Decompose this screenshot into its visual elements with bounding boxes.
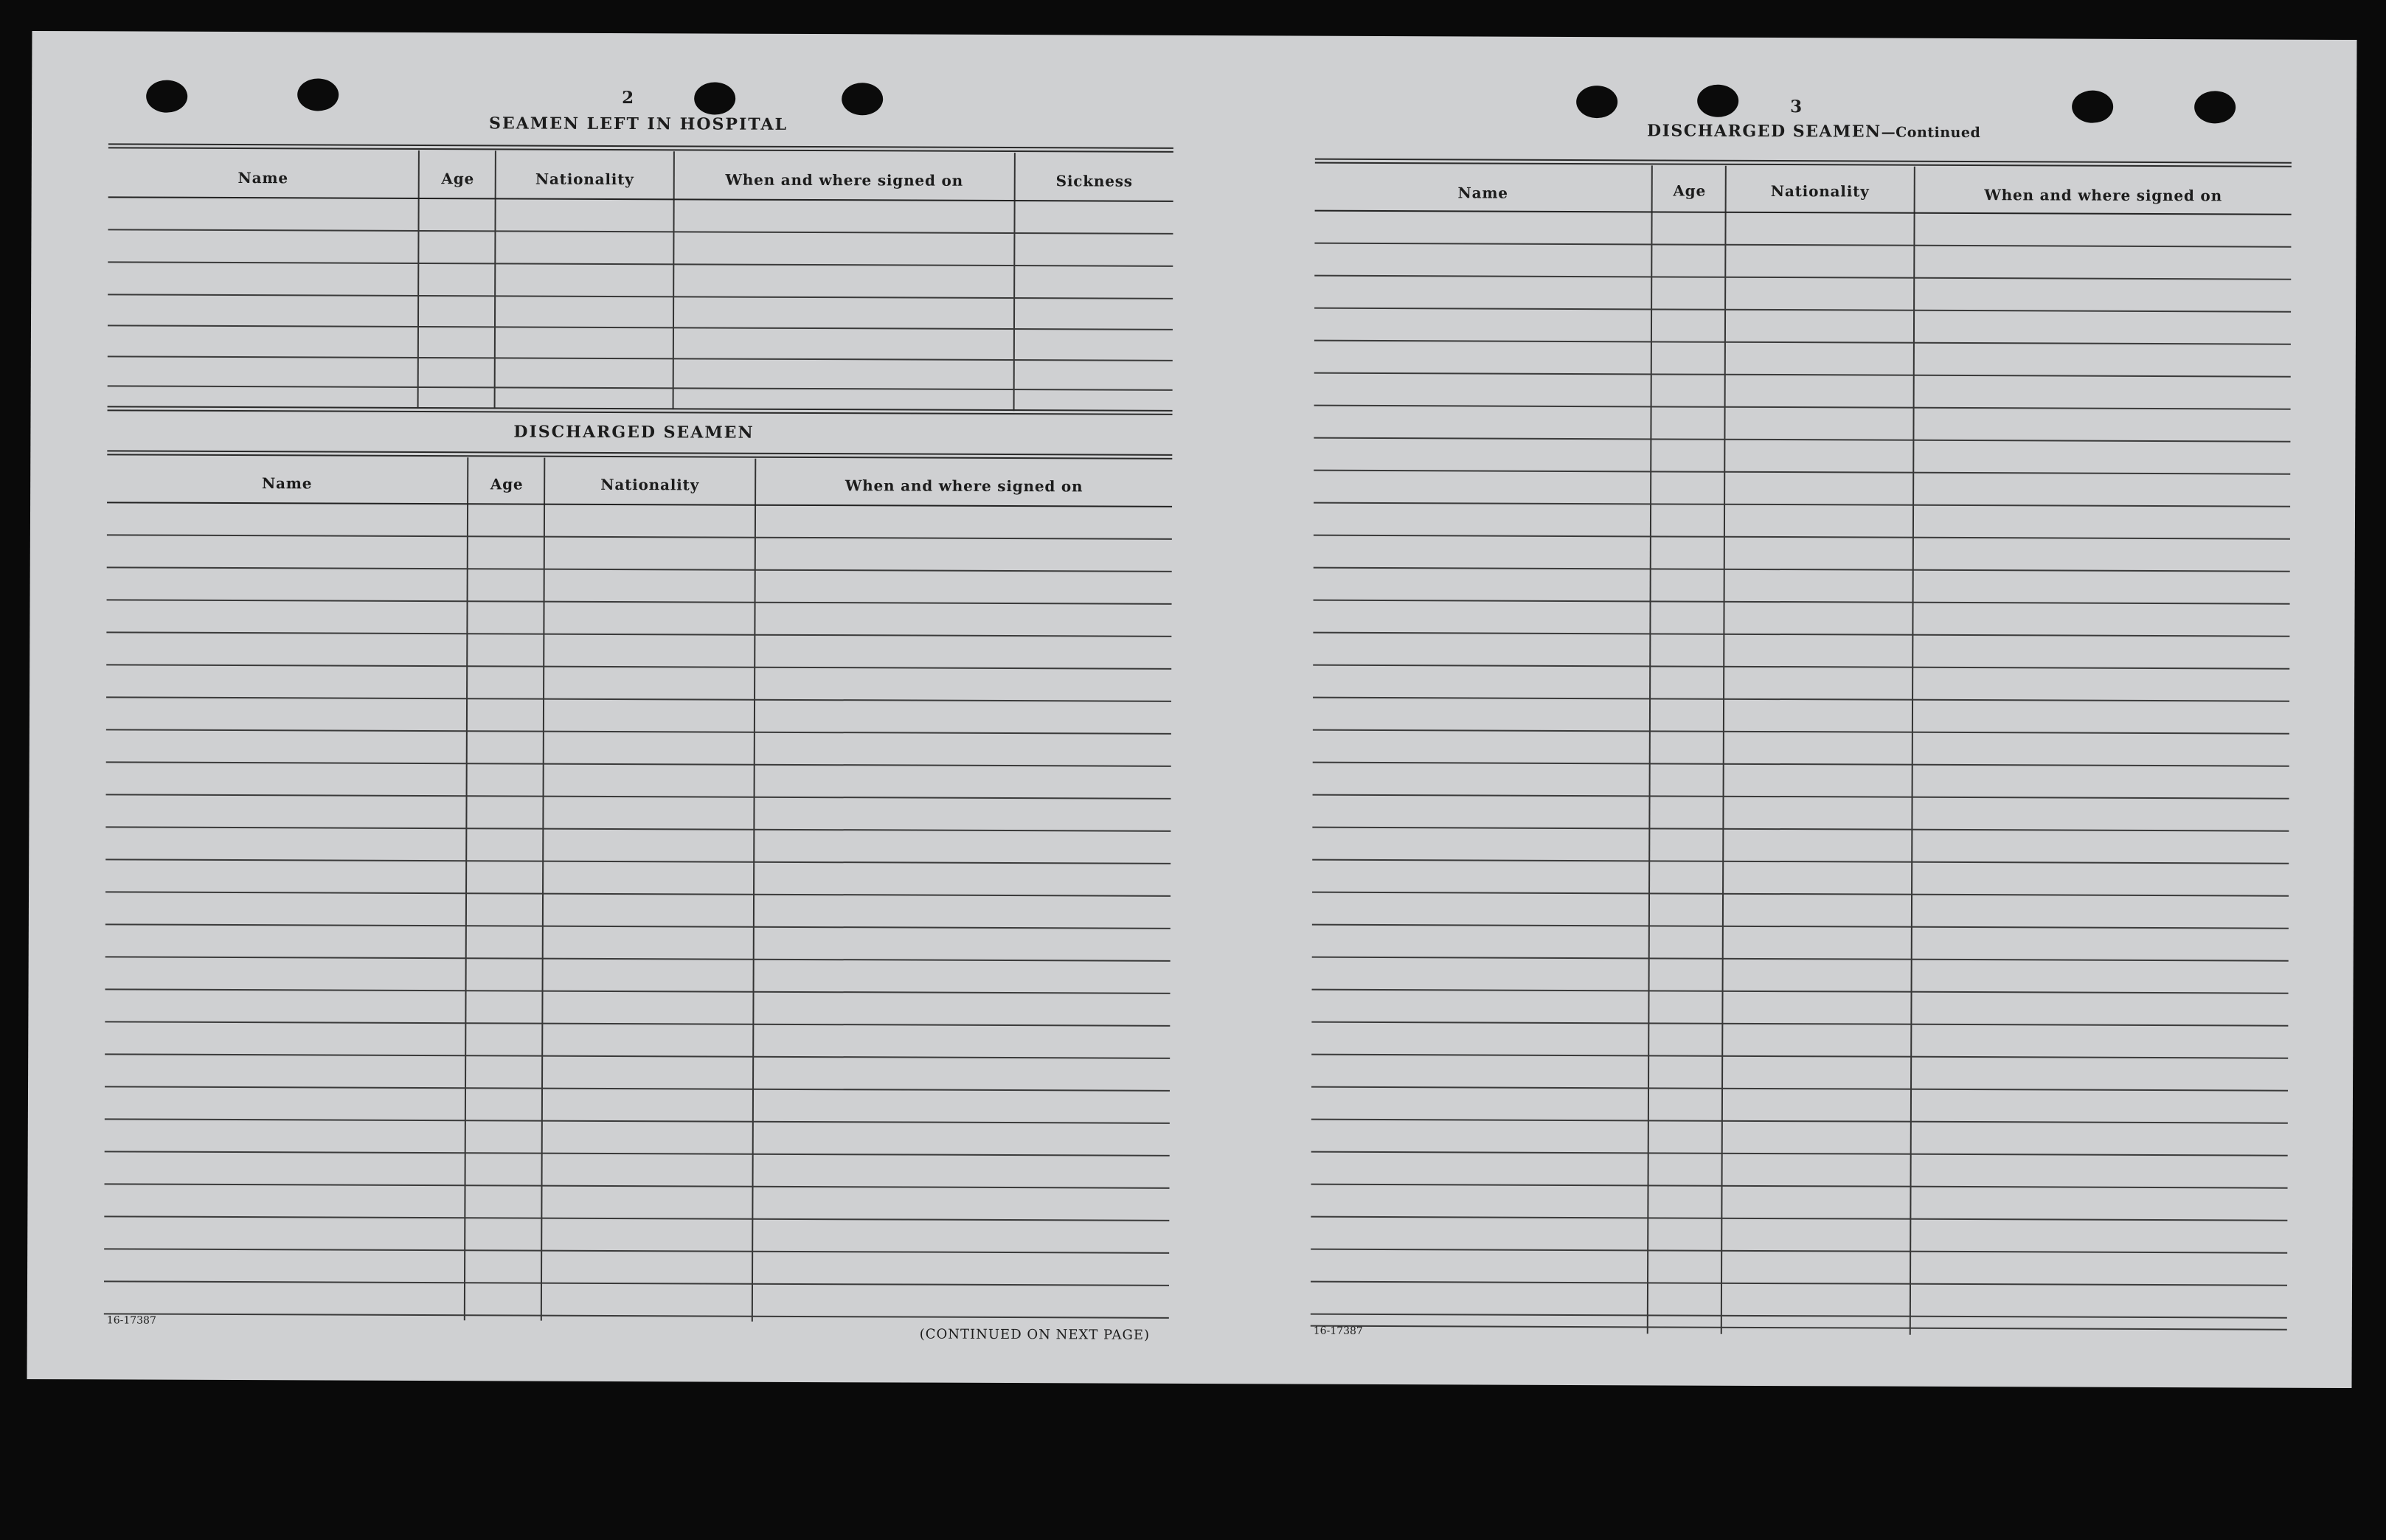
column-header-age: Age bbox=[490, 475, 524, 493]
title-suffix: —Continued bbox=[1881, 124, 1981, 142]
punch-hole-icon bbox=[842, 83, 883, 115]
left-form-number: 16-17387 bbox=[106, 1314, 156, 1327]
discharged-table bbox=[104, 456, 1172, 1323]
punch-hole-icon bbox=[694, 82, 735, 114]
left-page-number: 2 bbox=[622, 88, 634, 108]
continued-note: (CONTINUED ON NEXT PAGE) bbox=[919, 1326, 1151, 1343]
column-header-age: Age bbox=[1673, 181, 1707, 200]
column-header-age: Age bbox=[441, 170, 475, 188]
punch-hole-icon bbox=[1697, 85, 1738, 117]
punch-hole-icon bbox=[2194, 91, 2236, 123]
hospital-table bbox=[108, 149, 1173, 412]
discharged-continued-title bbox=[1647, 121, 1980, 142]
right-form-number: 16-17387 bbox=[1313, 1325, 1363, 1337]
column-header-name: Name bbox=[237, 169, 288, 187]
column-header-name: Name bbox=[1457, 184, 1508, 202]
column-header-nationality: Nationality bbox=[535, 170, 634, 189]
column-header-when-where: When and where signed on bbox=[725, 170, 964, 190]
punch-hole-icon bbox=[146, 80, 187, 113]
punch-hole-icon bbox=[297, 78, 339, 111]
form-sheet bbox=[27, 31, 2357, 1388]
discharged-section-title: DISCHARGED SEAMEN bbox=[513, 422, 755, 443]
column-header-nationality: Nationality bbox=[1770, 182, 1870, 201]
right-page-number: 3 bbox=[1790, 97, 1803, 117]
column-header-nationality: Nationality bbox=[600, 475, 700, 494]
punch-hole-icon bbox=[2072, 91, 2113, 123]
punch-hole-icon bbox=[1576, 86, 1617, 118]
discharged-continued-table bbox=[1311, 164, 2292, 1336]
column-header-when-where: When and where signed on bbox=[1984, 186, 2222, 205]
column-header-when-where: When and where signed on bbox=[845, 476, 1083, 496]
title-main: DISCHARGED SEAMEN bbox=[1646, 121, 1882, 142]
hospital-section-title: SEAMEN LEFT IN HOSPITAL bbox=[488, 114, 788, 134]
column-header-sickness: Sickness bbox=[1055, 172, 1133, 190]
column-header-name: Name bbox=[261, 474, 313, 493]
